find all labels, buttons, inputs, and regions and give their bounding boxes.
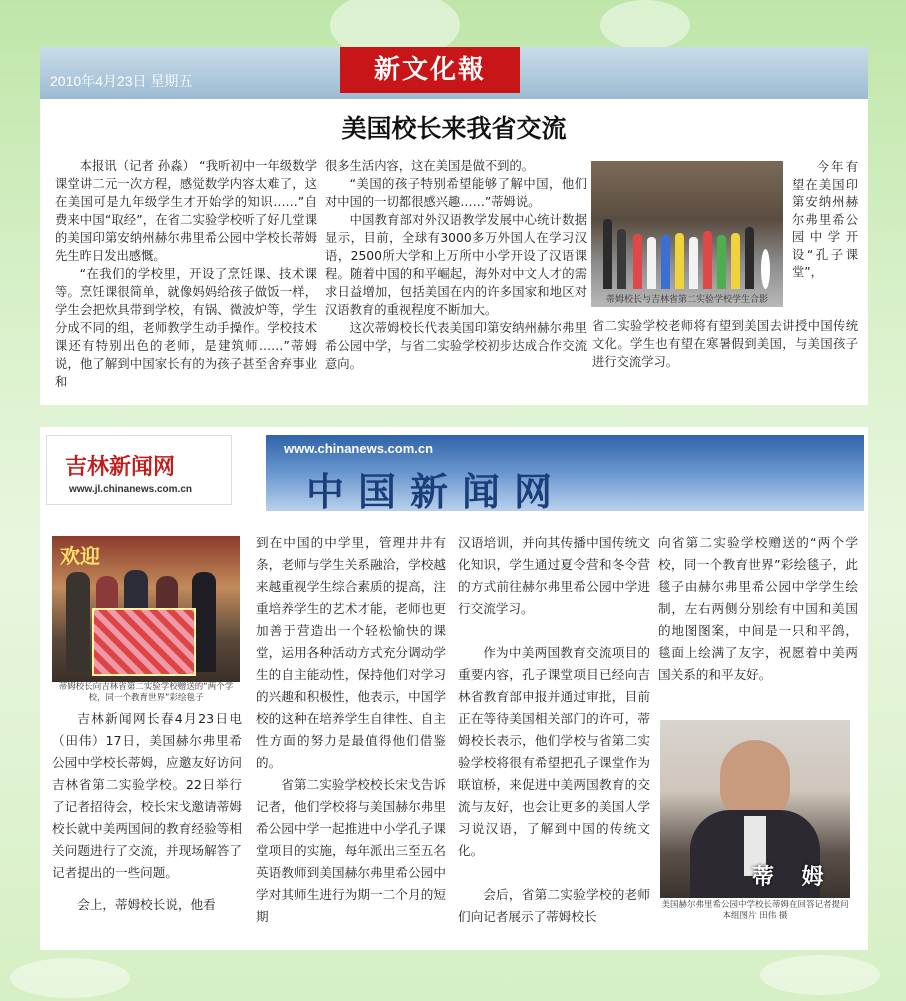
paragraph: 会上，蒂姆校长说，他看: [77, 897, 216, 912]
site-url: www.chinanews.com.cn: [284, 441, 434, 456]
article-body: [40, 522, 868, 950]
site-url: www.jl.chinanews.com.cn: [69, 484, 192, 495]
paragraph: 汉语培训，并向其传播中国传统文化知识，学生通过夏令营和冬令营的方式前往赫尔弗里希公园中学进行交流学习。: [458, 535, 650, 616]
article-column-2: [256, 532, 446, 928]
paragraph: 本报讯（记者 孙淼） “我听初中一年级数学课堂讲二元一次方程，感觉数学内容太难了，这在美国可是九年级学生才开始学的知识……”自费来中国“取经”，在省二实验学校听了好几堂课的美国印第安纳州赫尔弗里希公园中学校长蒂姆先生昨日发出感慨。: [55, 159, 317, 263]
gift-photo: [52, 536, 240, 682]
site-logo-text: 吉林新闻网: [65, 454, 176, 480]
article-column-4: [658, 532, 858, 686]
bokeh-decoration: [10, 958, 130, 998]
article-column-1: [55, 157, 317, 391]
header-band: [40, 47, 868, 99]
paragraph: 作为中美两国教育交流项目的重要内容，孔子课堂项目已经向吉林省教育部申报并通过审批，目前正在等待美国相关部门的许可，蒂姆校长表示，他们学校与省第二实验学校将很有希望把孔子课堂作为联谊桥，来促进中美两国教育的交流与友好，也会让更多的美国人学习说汉语，了解到中国的传统文化。: [458, 645, 650, 858]
article-column-3-wide: [592, 317, 858, 371]
paragraph: 省第二实验学校校长宋戈告诉记者，他们学校将与美国赫尔弗里希公园中学一起推进中小学孔子课堂项目的实施，每年派出三至五名英语教师到美国赫尔弗里希公园中学对其师生进行为期一二个月的短期: [256, 777, 446, 924]
newspaper-masthead: 新文化報: [340, 47, 520, 93]
paragraph: “在我们的学校里，开设了烹饪课、技术课等。烹饪课很简单，就像妈妈给孩子做饭一样，学生会把炊具带到学校，有锅、微波炉等，学生分成不同的组，老师教学生动手操作。学校技术课还有特别出色的老师，是建筑师……”蒂姆说，他了解到中国家长有的为孩子甚至舍弃事业和: [55, 267, 317, 389]
bokeh-decoration: [760, 955, 880, 995]
principal-photo: [660, 720, 850, 898]
paragraph: 这次蒂姆校长代表美国印第安纳州赫尔弗里希公园中学，与省二实验学校初步达成合作交流意向。: [325, 321, 587, 371]
web-news-clipping: [40, 427, 868, 950]
article-headline: 美国校长来我省交流: [341, 114, 567, 143]
jilin-news-logo: [46, 435, 232, 505]
welcome-banner-text: 欢迎: [60, 544, 100, 568]
bokeh-decoration: [600, 0, 690, 50]
paragraph: 会后，省第二实验学校的老师们向记者展示了蒂姆校长: [458, 887, 650, 924]
article-column-2: [325, 157, 587, 373]
paragraph: “美国的孩子特别希望能够了解中国，他们对中国的一切都很感兴趣……”蒂姆说。: [325, 177, 587, 209]
paragraph: 到在中国的中学里，管理井井有条，老师与学生关系融洽，学校越来越重视学生综合素质的提高，注重培养学生的艺术才能，老师也更加善于营造出一个轻松愉快的课堂，运用各种活动方式充分调动学生的自主能动性，保持他们对学习的兴趣和积极性，他表示，中国学校的这种在培养学生自律性、自主性方面的努力是最值得他们借鉴的。: [256, 535, 446, 770]
paragraph: 中国教育部对外汉语教学发展中心统计数据显示，目前，全球有3000多万外国人在学习汉语，2500所大学和上万所中小学开设了汉语课程。随着中国的和平崛起，海外对中文人才的需求日益增加，包括美国在内的许多国家和地区对汉语教育的重视程度不断加大。: [325, 213, 587, 317]
photo-caption: 蒂姆校长与吉林省第二实验学校学生合影: [605, 295, 768, 305]
name-tag: 蒂 姆: [752, 864, 834, 890]
paragraph: 向省第二实验学校赠送的“两个学校，同一个教育世界”彩绘毯子，此毯子由赫尔弗里希公园中学学生绘制，左右两侧分别绘有中国和美国的地图图案，中间是一只和平鸽，毯面上绘满了友字，祝愿着中美两国关系的和平友好。: [658, 535, 858, 682]
paragraph: 省二实验学校老师将有望到美国去讲授中国传统文化。学生也有望在寒暑假到美国，与美国孩子进行交流学习。: [592, 319, 858, 369]
site-name: 中国新闻网: [306, 469, 567, 514]
group-photo: [591, 161, 783, 307]
photo-caption: 美国赫尔弗里希公园中学校长蒂姆在回答记者提问 本组图片 田伟 摄: [661, 900, 849, 921]
paragraph: 很多生活内容，这在美国是做不到的。: [325, 159, 535, 173]
article-column-3: [458, 532, 650, 928]
chinanews-banner: [266, 435, 864, 514]
newspaper-clipping: [40, 47, 868, 405]
issue-date: 2010年4月23日 星期五: [50, 73, 193, 89]
paragraph: 今年有望在美国印第安纳州赫尔弗里希公园中学开设“孔子课堂”，: [792, 160, 858, 279]
photo-caption: 蒂姆校长向吉林省第二实验学校赠送的“两个学校，同一个教育世界”彩绘毯子: [58, 682, 234, 703]
paragraph: 吉林新闻网长春4月23日电（田伟）17日，美国赫尔弗里希公园中学校长蒂姆，应邀友好访问吉林省第二实验学校。22日举行了记者招待会，校长宋戈邀请蒂姆校长就中美两国间的教育经验等相关问题进行了交流，并现场解答了记者提出的一些问题。: [52, 711, 242, 880]
article-column-3-narrow: [792, 159, 858, 282]
article-column-1: [52, 708, 242, 916]
